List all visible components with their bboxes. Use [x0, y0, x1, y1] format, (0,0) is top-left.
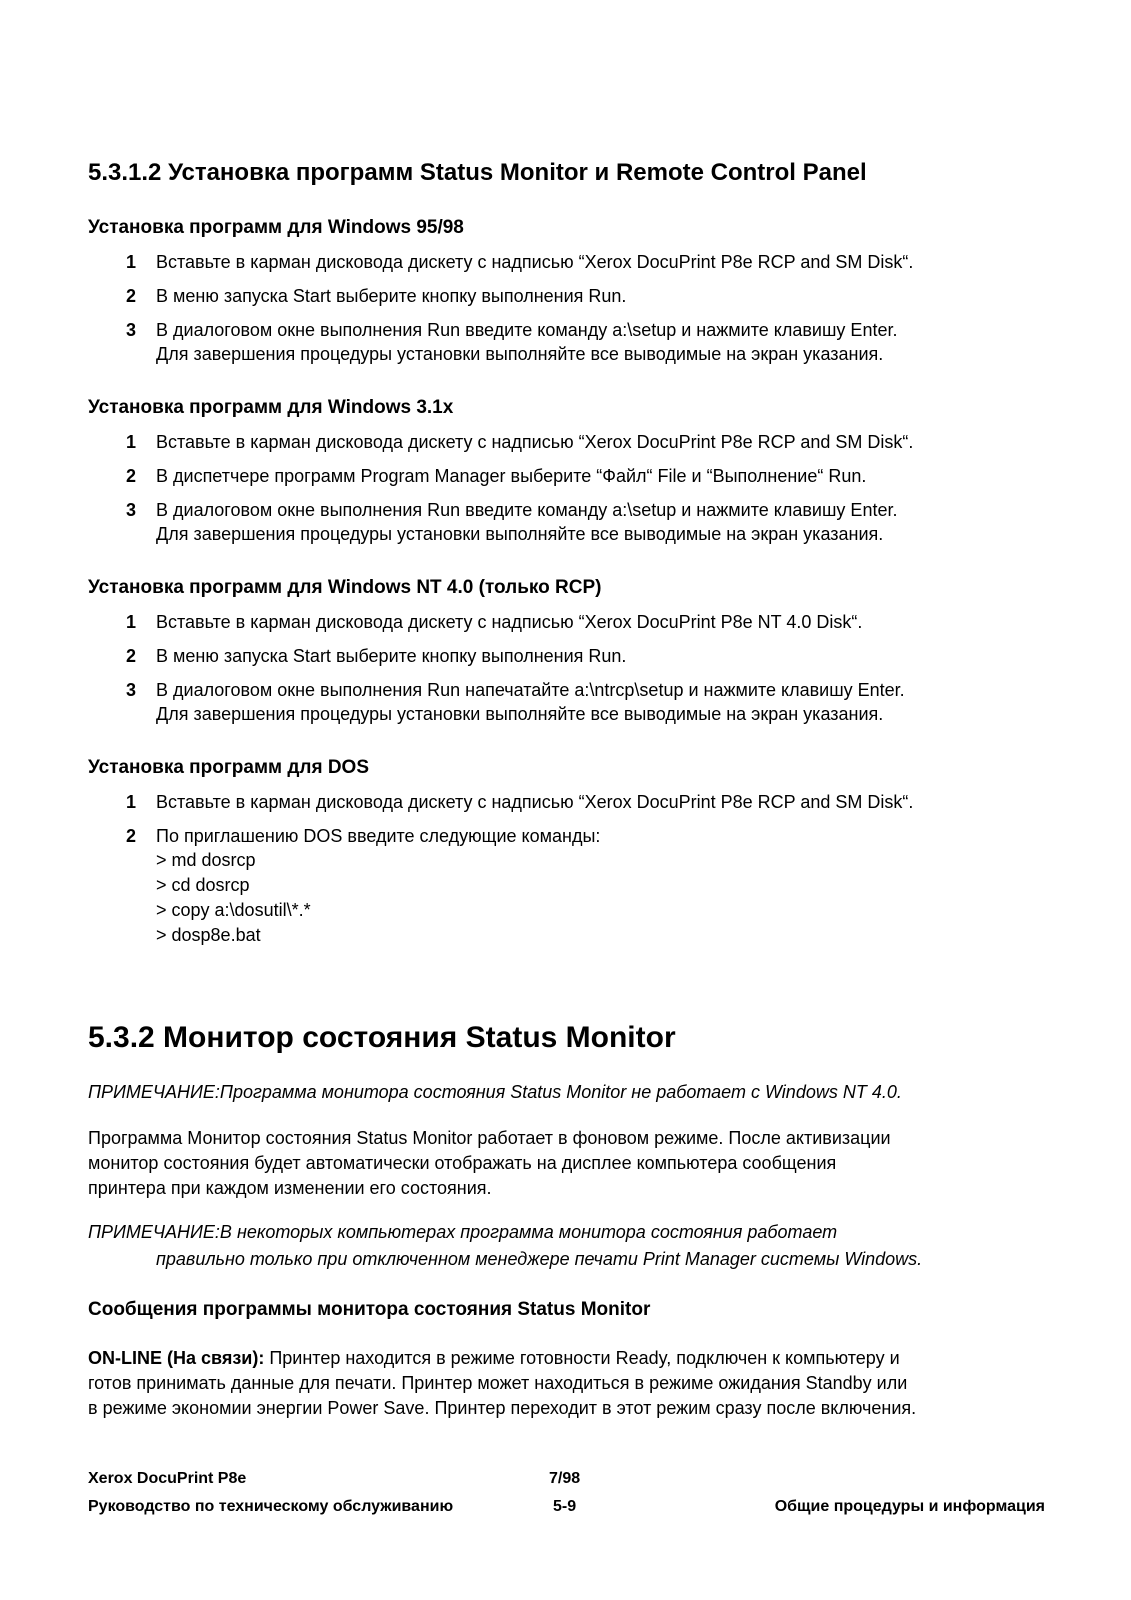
footer-manual: Руководство по техническому обслуживанию — [88, 1498, 454, 1515]
paragraph-line — [88, 1346, 900, 1371]
online-text: Принтер находится в режиме готовности Ready, подключен к компьютеру и — [264, 1348, 900, 1368]
step-number: 3 — [126, 680, 137, 700]
paragraph-line: Программа Монитор состояния Status Monitor работает в фоновом режиме. После активизации — [88, 1128, 891, 1148]
subsection-heading: Установка программ для Windows 95/98 — [88, 217, 464, 238]
dos-command: > copy a:\dosutil\*.* — [156, 900, 311, 920]
step-number: 1 — [126, 252, 137, 272]
dos-command: > md dosrcp — [156, 850, 256, 870]
step-text: В диалоговом окне выполнения Run напечатайте a:\ntrcp\setup и нажмите клавишу Enter. — [156, 680, 905, 700]
step-number: 1 — [126, 432, 137, 452]
step-text: Вставьте в карман дисковода дискету с надписью “Xerox DocuPrint P8e RCP and SM Disk“. — [156, 432, 914, 452]
step-number: 1 — [126, 792, 137, 812]
note: ПРИМЕЧАНИЕ:В некоторых компьютерах программа монитора состояния работает — [88, 1222, 838, 1242]
step-text: В диалоговом окне выполнения Run введите команду a:\setup и нажмите клавишу Enter. — [156, 500, 898, 520]
step-number: 2 — [126, 286, 137, 306]
step-text: Вставьте в карман дисковода дискету с надписью “Xerox DocuPrint P8e RCP and SM Disk“. — [156, 792, 914, 812]
step-text: Вставьте в карман дисковода дискету с надписью “Xerox DocuPrint P8e NT 4.0 Disk“. — [156, 612, 863, 632]
step-continuation: Для завершения процедуры установки выполняйте все выводимые на экран указания. — [156, 524, 884, 544]
step-number: 3 — [126, 500, 137, 520]
online-label: ON-LINE (На связи): — [88, 1348, 265, 1368]
footer-date: 7/98 — [549, 1470, 581, 1487]
section-title: 5.3.1.2 Установка программ Status Monitor и Remote Control Panel — [88, 159, 867, 186]
dos-command: > cd dosrcp — [156, 875, 250, 895]
paragraph-line: готов принимать данные для печати. Принтер может находиться в режиме ожидания Standby или — [88, 1373, 908, 1393]
paragraph-line: принтера при каждом изменении его состояния. — [88, 1178, 492, 1198]
subsection-heading: Установка программ для Windows NT 4.0 (только RCP) — [88, 577, 602, 598]
paragraph-line: монитор состояния будет автоматически отображать на дисплее компьютера сообщения — [88, 1153, 837, 1173]
step-continuation: Для завершения процедуры установки выполняйте все выводимые на экран указания. — [156, 704, 884, 724]
subsection-heading: Установка программ для Windows 3.1x — [88, 397, 454, 418]
step-text: В меню запуска Start выберите кнопку выполнения Run. — [156, 646, 627, 666]
step-continuation: Для завершения процедуры установки выполняйте все выводимые на экран указания. — [156, 344, 884, 364]
step-number: 3 — [126, 320, 137, 340]
step-number: 2 — [126, 466, 137, 486]
step-number: 2 — [126, 826, 137, 846]
step-text: В диспетчере программ Program Manager выберите “Файл“ File и “Выполнение“ Run. — [156, 466, 867, 486]
footer-page-number: 5-9 — [553, 1498, 577, 1515]
section-title: 5.3.2 Монитор состояния Status Monitor — [88, 1021, 676, 1054]
step-text: По приглашению DOS введите следующие команды: — [156, 826, 601, 846]
dos-command: > dosp8e.bat — [156, 925, 261, 945]
step-number: 1 — [126, 612, 137, 632]
subsection-heading: Установка программ для DOS — [88, 757, 370, 778]
step-number: 2 — [126, 646, 137, 666]
step-text: В диалоговом окне выполнения Run введите команду a:\setup и нажмите клавишу Enter. — [156, 320, 898, 340]
note: ПРИМЕЧАНИЕ:Программа монитора состояния Status Monitor не работает с Windows NT 4.0. — [88, 1082, 902, 1102]
paragraph-line: в режиме экономии энергии Power Save. Принтер переходит в этот режим сразу после включения. — [88, 1398, 917, 1418]
note-continuation: правильно только при отключенном менеджере печати Print Manager системы Windows. — [156, 1249, 923, 1269]
footer-chapter: Общие процедуры и информация — [774, 1498, 1045, 1515]
step-text: Вставьте в карман дисковода дискету с надписью “Xerox DocuPrint P8e RCP and SM Disk“. — [156, 252, 914, 272]
step-text: В меню запуска Start выберите кнопку выполнения Run. — [156, 286, 627, 306]
subsection-heading: Сообщения программы монитора состояния Status Monitor — [88, 1299, 651, 1320]
footer-product: Xerox DocuPrint P8e — [88, 1470, 247, 1487]
